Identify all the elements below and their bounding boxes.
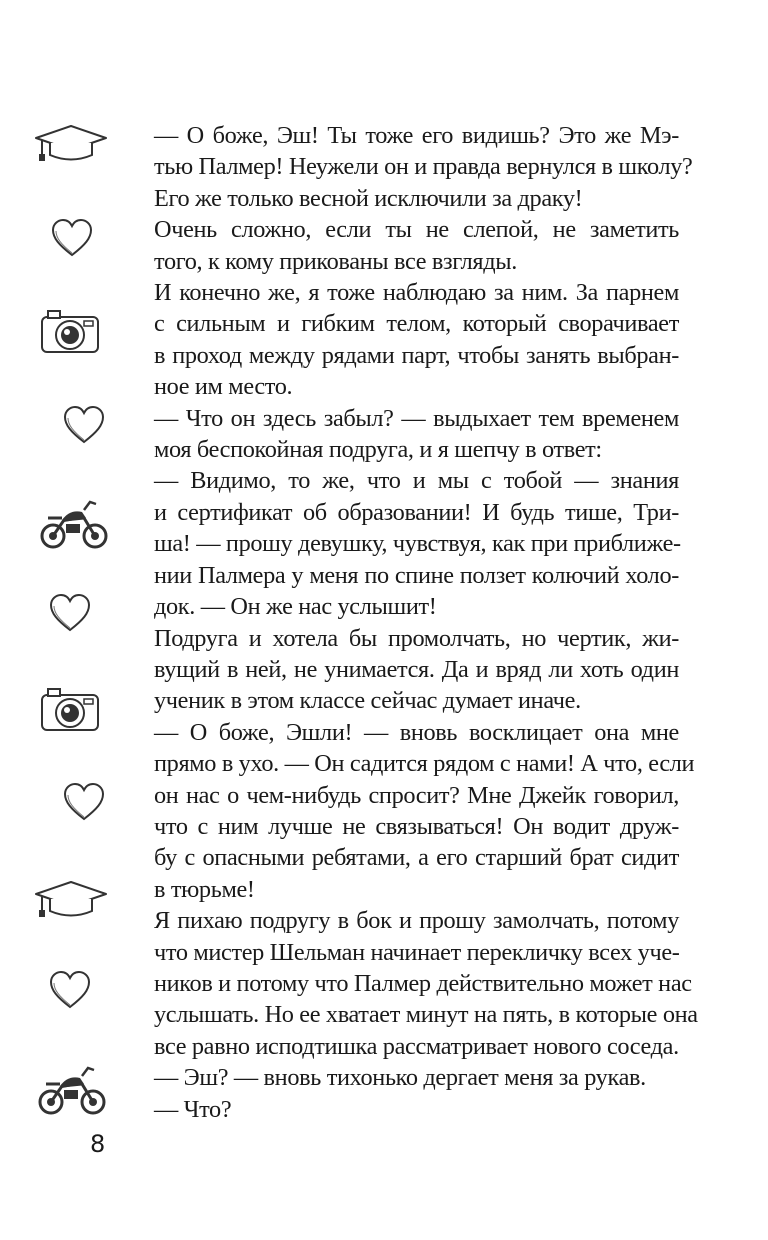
text-line: И конечно же, я тоже наблюдаю за ним. За парнем [154,279,679,307]
heart-icon [48,593,92,633]
text-line: ное им место. [154,373,293,401]
motorcycle-icon [38,1060,106,1118]
text-line: — Что? [154,1095,232,1123]
paragraph [123,403,679,466]
text-line: все равно исподтишка рассматривает нового соседа. [154,1032,679,1060]
text-line: Очень сложно, если ты не слепой, не заметить [154,216,679,244]
paragraph [123,717,695,905]
camera-icon [40,686,100,732]
text-line: док. — Он же нас услышит! [154,593,437,621]
text-line: — О боже, Эш! Ты тоже его видишь? Это же Мэ- [154,122,679,149]
paragraph [123,214,679,277]
paragraph [123,465,679,622]
text-line: он нас о чем-нибудь спросит? Мне Джейк говорил, [154,781,679,809]
body-text [123,120,698,1125]
text-line: ученик в этом классе сейчас думает иначе. [154,687,581,715]
text-line: ша! — прошу девушку, чувствуя, как при приближе- [154,530,681,558]
text-line: Я пихаю подругу в бок и прошу замолчать, потому [154,907,679,935]
heart-icon [62,782,106,822]
margin-decorations [0,0,120,1240]
heart-icon [50,218,94,258]
text-line: нии Палмера у меня по спине ползет колючий холо- [154,561,679,589]
text-line: — Что он здесь забыл? — выдыхает тем временем [154,404,679,432]
paragraph [123,1062,679,1093]
text-line: бу с опасными ребятами, а его старший брат сидит [154,844,679,872]
text-line: того, к кому прикованы все взгляды. [154,247,517,275]
text-line: услышать. Но ее хватает минут на пять, в которые она [154,1001,698,1029]
paragraph [123,623,679,717]
text-line: и сертификат об образовании! И будь тише, Три- [154,498,679,526]
text-line: тью Палмер! Неужели он и правда вернулся в школу? [154,153,693,181]
paragraph [123,905,698,1062]
text-line: вущий в ней, не унимается. Да и вряд ли хоть один [154,655,679,683]
text-line: с сильным и гибким телом, который сворачивает [154,310,679,338]
heart-icon [62,405,106,445]
motorcycle-icon [40,494,108,552]
text-line: — О боже, Эшли! — вновь восклицает она мне [154,718,679,746]
paragraph [123,120,693,214]
heart-icon [48,970,92,1010]
graduation-cap-icon [34,880,108,920]
text-line: — Эш? — вновь тихонько дергает меня за рукав. [154,1064,646,1092]
text-line: Его же только весной исключили за драку! [154,184,583,212]
text-line: что с ним лучше не связываться! Он водит друж- [154,812,679,840]
paragraph [123,1094,679,1125]
camera-icon [40,308,100,354]
text-line: в проход между рядами парт, чтобы занять выбран- [154,341,679,369]
text-line: что мистер Шельман начинает перекличку всех уче- [154,938,680,966]
text-line: ников и потому что Палмер действительно может нас [154,969,692,997]
text-line: в тюрьме! [154,875,255,903]
text-line: Подруга и хотела бы промолчать, но чертик, жи- [154,624,679,652]
paragraph [123,277,679,403]
text-line: прямо в ухо. — Он садится рядом с нами! А что, если [154,750,695,778]
text-line: моя беспокойная подруга, и я шепчу в ответ: [154,436,602,464]
page-number: 8 [90,1130,106,1158]
text-line: — Видимо, то же, что и мы с тобой — знания [154,467,679,495]
graduation-cap-icon [34,124,108,164]
